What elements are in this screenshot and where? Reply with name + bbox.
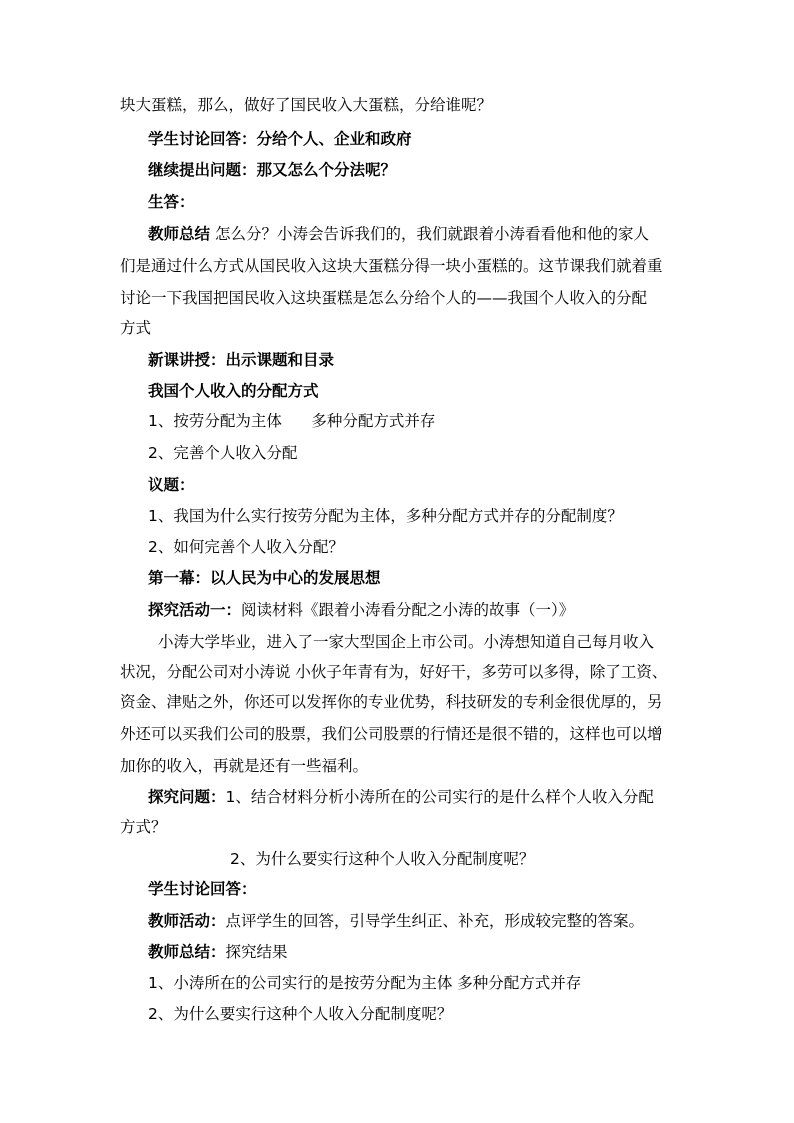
paragraph-line	[120, 318, 680, 338]
inquiry-question-line	[230, 849, 790, 869]
line-text: 1、按劳分配为主体 多种分配方式并存	[148, 412, 436, 430]
activity-line	[148, 600, 708, 620]
topic-item	[148, 537, 708, 557]
line-text: 1、我国为什么实行按劳分配为主体，多种分配方式并存的分配制度？	[148, 507, 623, 525]
bold-label: 教师活动：	[148, 912, 226, 930]
line-text: 2、完善个人收入分配	[148, 444, 298, 462]
new-lesson-heading	[148, 350, 708, 370]
bold-text: 议题：	[148, 476, 195, 494]
paragraph-line	[120, 817, 680, 837]
topic-heading	[148, 475, 708, 495]
line-text: 状况，分配公司对小涛说 小伙子年青有为，好好干，多劳可以多得，除了工资、	[120, 663, 668, 681]
topic-item	[148, 506, 708, 526]
bold-text: 我国个人收入的分配方式	[148, 382, 319, 400]
material-paragraph-line	[120, 662, 680, 682]
bold-text: 学生讨论回答：分给个人、企业和政府	[148, 130, 412, 148]
student-answer-heading	[148, 129, 708, 149]
paragraph-line	[120, 256, 680, 276]
act-heading	[148, 568, 708, 588]
student-answer-label	[148, 192, 708, 212]
paragraph-line	[120, 95, 680, 115]
result-item	[148, 1004, 708, 1024]
bold-text: 继续提出问题：那又怎么个分法呢？	[148, 161, 397, 179]
material-paragraph-line	[120, 724, 680, 744]
line-text: 方式？	[120, 818, 167, 836]
outline-item	[148, 411, 708, 431]
teacher-summary-line	[148, 224, 708, 244]
student-answer-heading	[148, 879, 708, 899]
outline-item	[148, 443, 708, 463]
teacher-activity-line	[148, 911, 708, 931]
paragraph-line	[120, 288, 680, 308]
line-text: 阅读材料《跟着小涛看分配之小涛的故事（一）》	[241, 601, 575, 619]
line-text: 小涛大学毕业，进入了一家大型国企上市公司。小涛想知道自己每月收入	[158, 633, 655, 651]
line-text: 探究结果	[225, 943, 288, 961]
line-text: 加你的收入，再就是还有一些福利。	[120, 757, 369, 775]
line-text: 1、小涛所在的公司实行的是按劳分配为主体 多种分配方式并存	[148, 974, 582, 992]
lesson-title	[148, 381, 708, 401]
line-text: 们是通过什么方式从国民收入这块大蛋糕分得一块小蛋糕的。这节课我们就着重	[120, 257, 663, 275]
line-text: 2、为什么要实行这种个人收入分配制度呢？	[148, 1005, 453, 1023]
line-text: 资金、津贴之外，你还可以发挥你的专业优势，科技研发的专利金很优厚的，另	[120, 693, 663, 711]
line-text: 2、为什么要实行这种个人收入分配制度呢？	[230, 850, 535, 868]
line-text: 怎么分？小涛会告诉我们的，我们就跟着小涛看看他和他的家人	[214, 225, 649, 243]
bold-label: 教师总结	[148, 225, 211, 243]
material-paragraph-line	[120, 756, 680, 776]
line-text: 1、结合材料分析小涛所在的公司实行的是什么样个人收入分配	[225, 788, 654, 806]
line-text: 外还可以买我们公司的股票，我们公司股票的行情还是很不错的，这样也可以增	[120, 725, 663, 743]
result-item	[148, 973, 708, 993]
material-paragraph-line	[120, 692, 680, 712]
bold-text: 新课讲授：出示课题和目录	[148, 351, 335, 369]
line-text: 2、如何完善个人收入分配？	[148, 538, 344, 556]
bold-text: 生答：	[148, 193, 195, 211]
bold-text: 第一幕：以人民为中心的发展思想	[148, 569, 381, 587]
bold-label: 探究活动一：	[148, 601, 242, 619]
teacher-summary-line	[148, 942, 708, 962]
line-text: 讨论一下我国把国民收入这块蛋糕是怎么分给个人的——我国个人收入的分配	[120, 289, 648, 307]
line-text: 块大蛋糕，那么，做好了国民收入大蛋糕，分给谁呢？	[120, 96, 493, 114]
inquiry-question-line	[148, 787, 708, 807]
bold-label: 教师总结：	[148, 943, 226, 961]
line-text: 点评学生的回答，引导学生纠正、补充，形成较完整的答案。	[225, 912, 645, 930]
line-text: 方式	[120, 319, 152, 337]
bold-text: 学生讨论回答：	[148, 880, 257, 898]
bold-label: 探究问题：	[148, 788, 226, 806]
material-paragraph-line	[158, 632, 718, 652]
follow-up-question	[148, 160, 708, 180]
